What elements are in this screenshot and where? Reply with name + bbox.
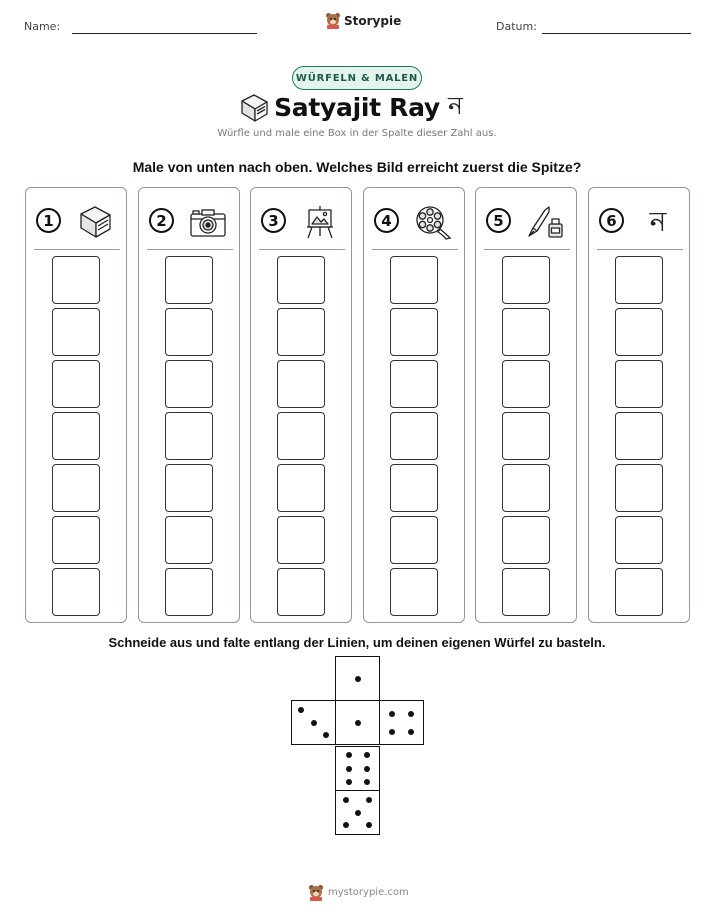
column-divider xyxy=(484,249,570,250)
film-reel-icon xyxy=(412,204,454,240)
die-pip xyxy=(343,797,349,803)
color-box[interactable] xyxy=(277,568,325,616)
column-divider xyxy=(147,249,233,250)
die-pip xyxy=(408,711,414,717)
column-divider xyxy=(259,249,345,250)
color-box[interactable] xyxy=(502,308,550,356)
date-label: Datum: xyxy=(496,20,537,33)
die-pip xyxy=(355,676,361,682)
bear-mascot-icon xyxy=(308,884,324,901)
color-box[interactable] xyxy=(502,464,550,512)
color-box[interactable] xyxy=(390,308,438,356)
name-label: Name: xyxy=(24,20,61,33)
die-net xyxy=(0,656,714,836)
die-pip xyxy=(364,779,370,785)
color-box[interactable] xyxy=(52,256,100,304)
color-box[interactable] xyxy=(52,568,100,616)
instruction-text: Male von unten nach oben. Welches Bild erreicht zuerst die Spitze? xyxy=(132,159,582,175)
camera-icon xyxy=(187,204,229,240)
color-box[interactable] xyxy=(277,360,325,408)
color-box[interactable] xyxy=(615,516,663,564)
die-face-bottom xyxy=(335,790,380,835)
color-box[interactable] xyxy=(390,568,438,616)
color-box[interactable] xyxy=(165,516,213,564)
bengali-letter-glyph: ন xyxy=(649,205,667,238)
column-number: 3 xyxy=(261,208,286,233)
column-divider xyxy=(597,249,683,250)
column-header xyxy=(149,204,231,240)
die-pip xyxy=(366,822,372,828)
column-4 xyxy=(363,187,465,623)
die-face-left xyxy=(291,700,336,745)
die-pip xyxy=(364,752,370,758)
color-box[interactable] xyxy=(277,256,325,304)
die-face-center xyxy=(335,700,380,745)
color-box[interactable] xyxy=(615,360,663,408)
color-box[interactable] xyxy=(502,256,550,304)
date-line xyxy=(542,33,691,34)
column-header xyxy=(261,204,343,240)
color-box[interactable] xyxy=(390,516,438,564)
die-pip xyxy=(366,797,372,803)
color-box[interactable] xyxy=(390,464,438,512)
die-pip xyxy=(389,729,395,735)
column-header xyxy=(599,204,681,240)
bear-mascot-icon xyxy=(325,12,341,29)
brand-logo xyxy=(325,12,401,29)
column-5 xyxy=(475,187,577,623)
color-box[interactable] xyxy=(52,308,100,356)
color-box[interactable] xyxy=(165,308,213,356)
subtitle: Würfle und male eine Box in der Spalte dieser Zahl aus. xyxy=(217,128,497,139)
name-line xyxy=(72,33,257,34)
color-box[interactable] xyxy=(390,256,438,304)
activity-tag: WÜRFELN & MALEN xyxy=(292,66,422,90)
column-number: 5 xyxy=(486,208,511,233)
color-box[interactable] xyxy=(165,464,213,512)
color-box[interactable] xyxy=(165,568,213,616)
die-pip xyxy=(323,732,329,738)
color-box[interactable] xyxy=(502,568,550,616)
color-box[interactable] xyxy=(615,412,663,460)
color-box[interactable] xyxy=(615,256,663,304)
color-box[interactable] xyxy=(165,360,213,408)
color-box[interactable] xyxy=(390,360,438,408)
column-header xyxy=(36,204,118,240)
bengali-letter-icon: ন xyxy=(448,91,463,120)
die-pip xyxy=(355,720,361,726)
die-face-top xyxy=(335,656,380,701)
color-box[interactable] xyxy=(277,464,325,512)
die-face-lower xyxy=(335,746,380,791)
column-number: 1 xyxy=(36,208,61,233)
die-pip xyxy=(389,711,395,717)
footer-url: mystorypie.com xyxy=(328,887,409,898)
color-box[interactable] xyxy=(502,360,550,408)
die-pip xyxy=(346,779,352,785)
bengali-letter-icon xyxy=(637,204,679,240)
column-number: 2 xyxy=(149,208,174,233)
book-icon xyxy=(74,204,116,240)
color-box[interactable] xyxy=(165,256,213,304)
die-pip xyxy=(408,729,414,735)
column-2 xyxy=(138,187,240,623)
color-box[interactable] xyxy=(165,412,213,460)
color-box[interactable] xyxy=(52,412,100,460)
die-pip xyxy=(311,720,317,726)
color-box[interactable] xyxy=(52,360,100,408)
column-header xyxy=(486,204,568,240)
color-box[interactable] xyxy=(277,412,325,460)
color-box[interactable] xyxy=(277,516,325,564)
die-pip xyxy=(346,752,352,758)
die-pip xyxy=(346,766,352,772)
column-1 xyxy=(25,187,127,623)
color-box[interactable] xyxy=(615,464,663,512)
die-pip xyxy=(355,810,361,816)
column-number: 6 xyxy=(599,208,624,233)
column-6 xyxy=(588,187,690,623)
column-header xyxy=(374,204,456,240)
color-box[interactable] xyxy=(277,308,325,356)
page-title: Satyajit Ray xyxy=(274,93,440,122)
column-number: 4 xyxy=(374,208,399,233)
cut-instruction: Schneide aus und falte entlang der Linien, um deinen eigenen Würfel zu basteln. xyxy=(108,635,606,650)
color-box[interactable] xyxy=(615,308,663,356)
color-box[interactable] xyxy=(502,516,550,564)
column-3 xyxy=(250,187,352,623)
color-box[interactable] xyxy=(502,412,550,460)
brand-name: Storypie xyxy=(344,13,402,28)
die-pip xyxy=(343,822,349,828)
column-divider xyxy=(372,249,458,250)
color-box[interactable] xyxy=(52,464,100,512)
footer xyxy=(308,884,409,901)
die-pip xyxy=(364,766,370,772)
color-box[interactable] xyxy=(52,516,100,564)
die-face-right xyxy=(379,700,424,745)
easel-icon xyxy=(299,204,341,240)
color-box[interactable] xyxy=(615,568,663,616)
column-divider xyxy=(34,249,120,250)
color-box[interactable] xyxy=(390,412,438,460)
fountain-pen-ink-icon xyxy=(524,204,566,240)
die-pip xyxy=(298,707,304,713)
